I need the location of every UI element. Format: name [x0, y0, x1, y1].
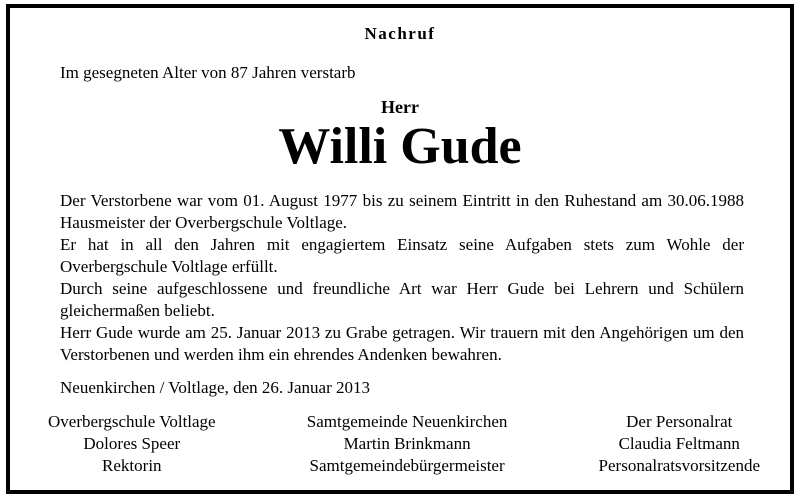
signature-block [48, 411, 760, 477]
signature-org: Samtgemeinde Neuenkirchen [306, 412, 508, 431]
deceased-name: Willi Gude [278, 118, 522, 175]
obituary-body [60, 190, 744, 366]
signature-person: Claudia Feltmann [618, 434, 740, 453]
signature-person: Martin Brinkmann [343, 434, 471, 453]
signature-role: Rektorin [102, 456, 162, 475]
paragraph-funeral: Herr Gude wurde am 25. Januar 2013 zu Grabe getragen. Wir trauern mit den Angehörigen um den Verstorbenen und werden ihm ein ehrendes Andenken bewahren. [60, 323, 744, 364]
place-date: Neuenkirchen / Voltlage, den 26. Januar 2013 [60, 378, 371, 397]
paragraph-service: Der Verstorbene war vom 01. August 1977 bis zu seinem Eintritt in den Ruhestand am 30.06.1988 Hausmeister der Overbergschule Voltlage. [60, 191, 744, 232]
signature-person: Dolores Speer [83, 434, 181, 453]
signature-role: Samtgemeindebürgermeister [309, 456, 505, 475]
intro-line: Im gesegneten Alter von 87 Jahren verstarb [60, 63, 356, 82]
salutation: Herr [381, 97, 419, 117]
signature-org: Der Personalrat [626, 412, 733, 431]
signature-staff-council [599, 411, 760, 477]
obituary-notice [6, 4, 794, 494]
notice-header: Nachruf [364, 24, 436, 43]
signature-municipality [307, 411, 508, 477]
signature-school [48, 411, 216, 477]
signature-role: Personalratsvorsitzende [598, 456, 760, 475]
paragraph-dedication: Er hat in all den Jahren mit engagiertem Einsatz seine Aufgaben stets zum Wohle der Overbergschule Voltlage erfüllt. [60, 235, 744, 276]
signature-org: Overbergschule Voltlage [48, 412, 216, 431]
paragraph-character: Durch seine aufgeschlossene und freundliche Art war Herr Gude bei Lehrern und Schülern gleichermaßen beliebt. [60, 279, 744, 320]
